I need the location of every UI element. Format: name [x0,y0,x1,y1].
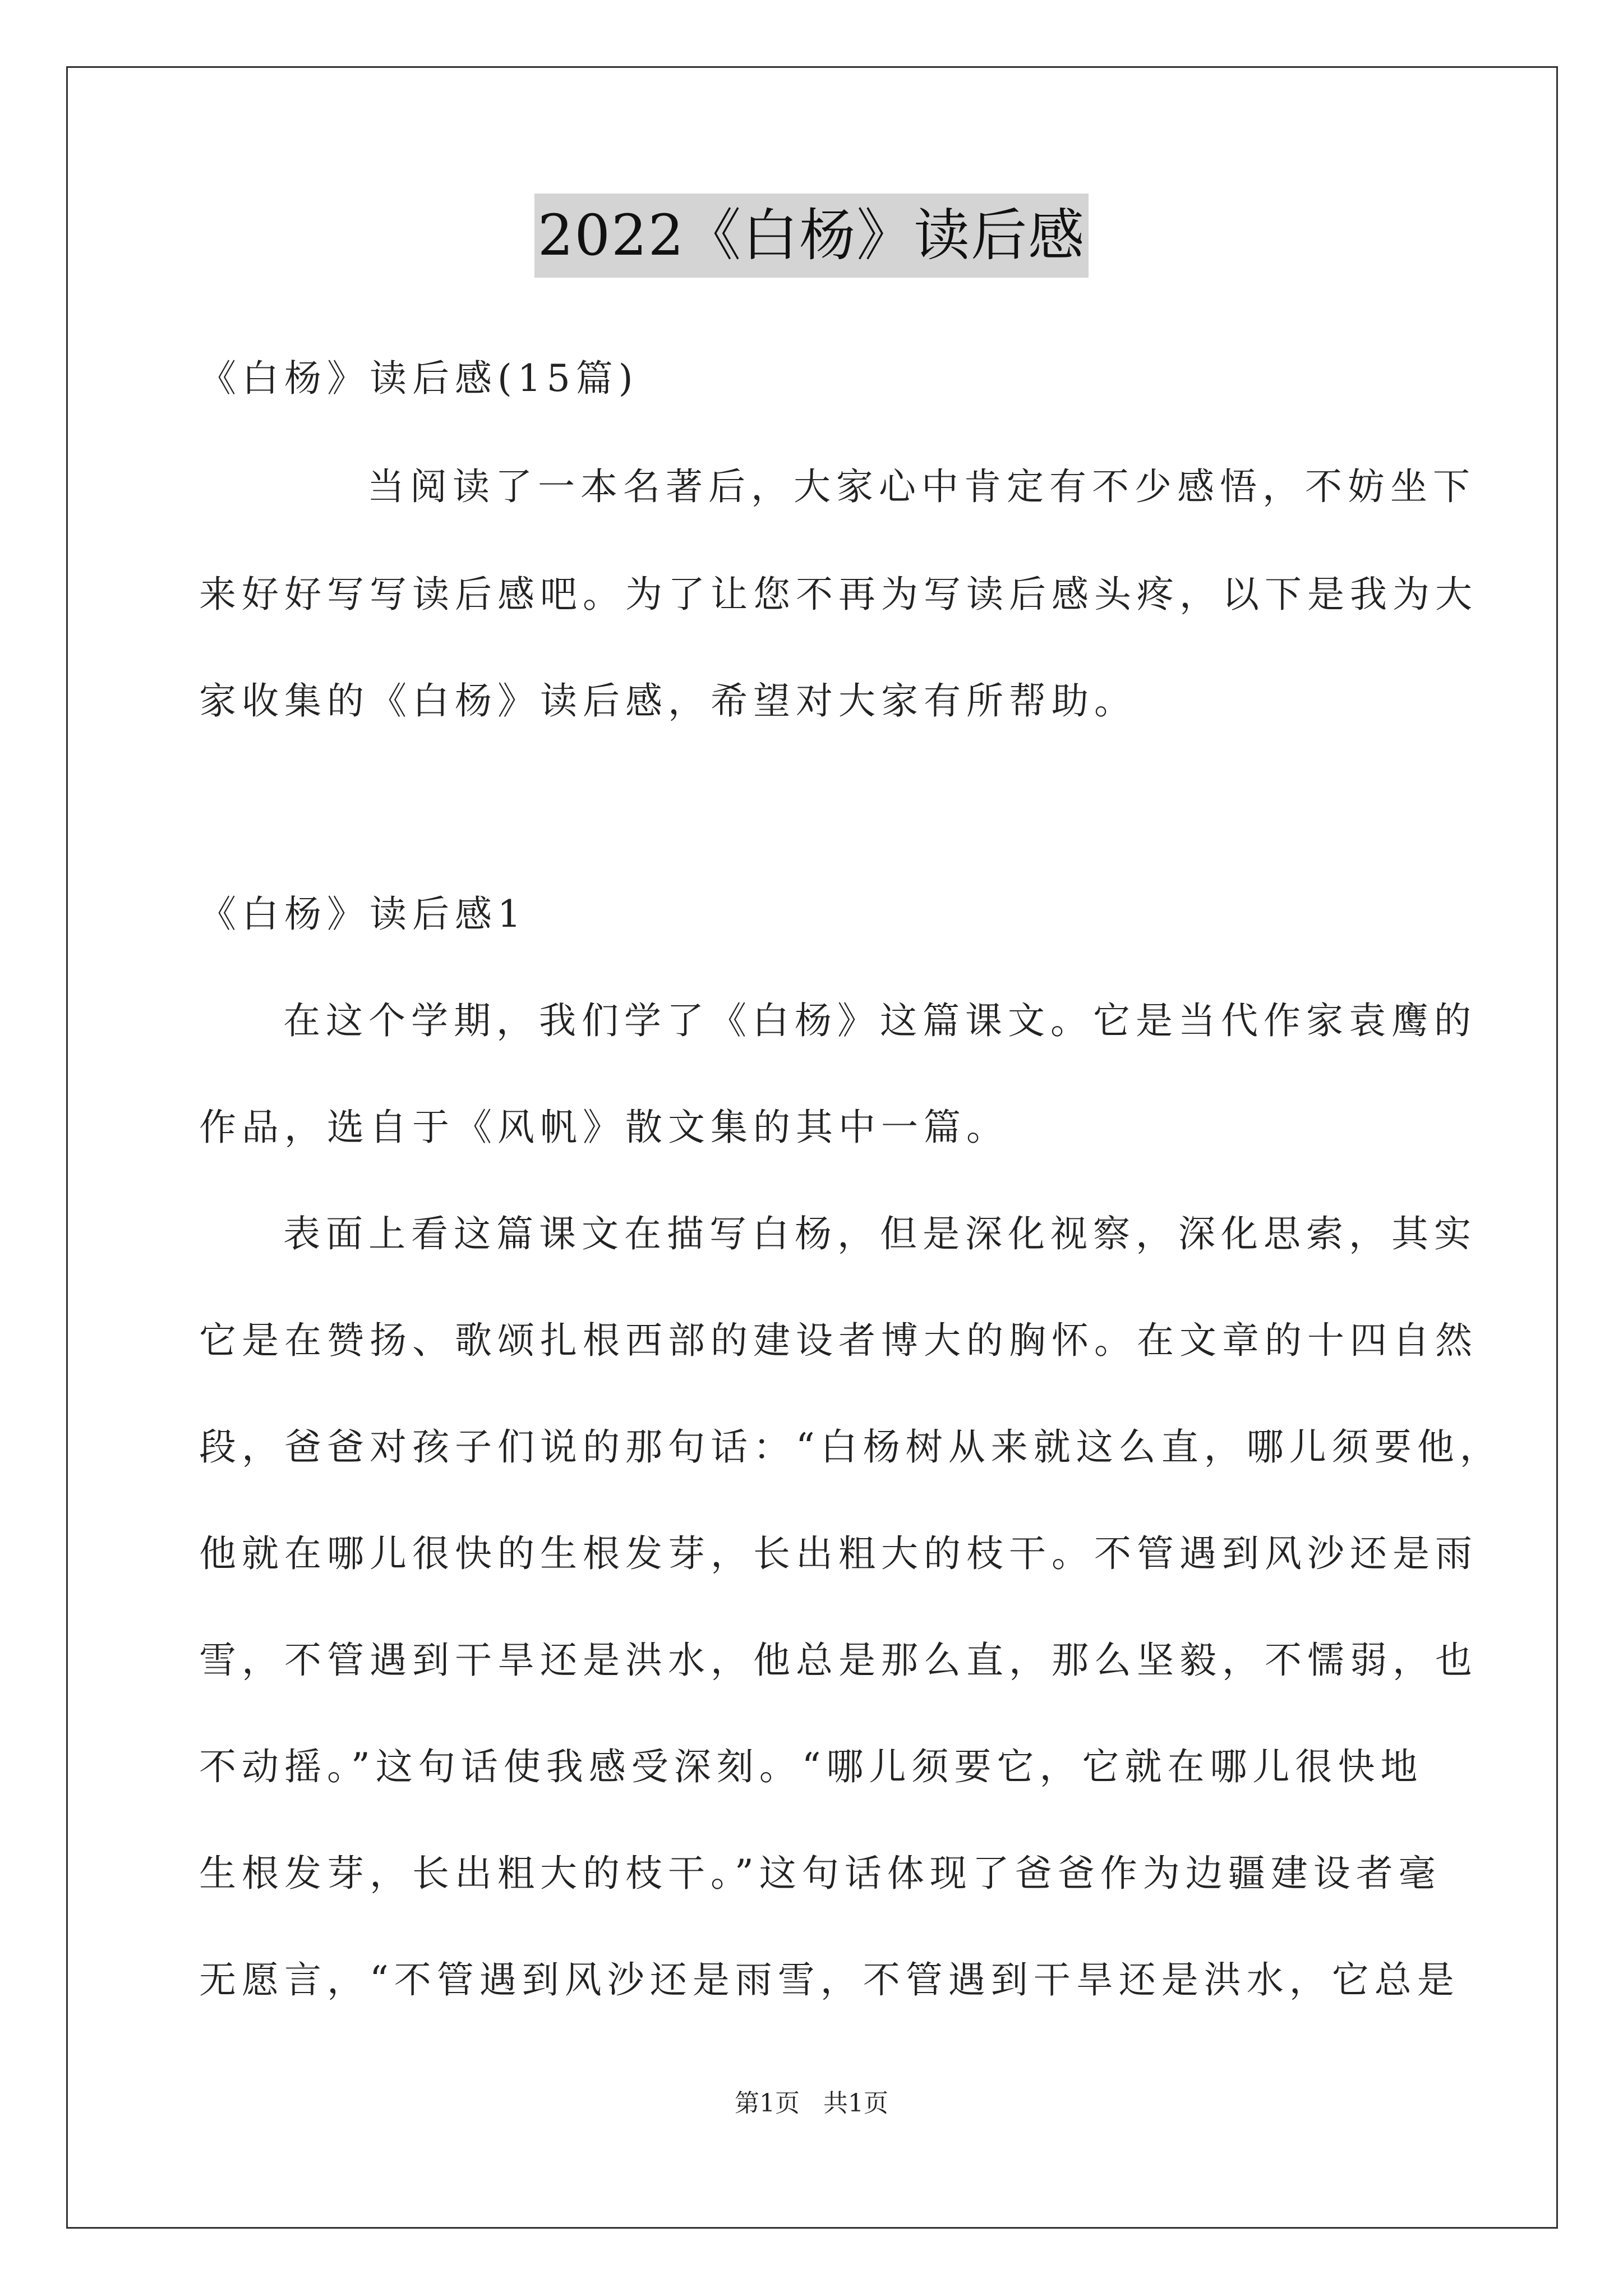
intro-line-2: 来好好写写读后感吧。为了让您不再为写读后感头疼，以下是我为大 [199,573,1478,616]
paragraph1-line-1: 在这个学期，我们学了《白杨》这篇课文。它是当代作家袁鹰的 [283,999,1477,1042]
paragraph2-line-6: 不动摇。”这句话使我感受深刻。“哪儿须要它，它就在哪儿很快地 [199,1745,1423,1788]
paragraph2-line-5: 雪，不管遇到干旱还是洪水，他总是那么直，那么坚毅，不懦弱，也 [199,1639,1478,1682]
title-container [0,194,1623,278]
paragraph2-line-2: 它是在赞扬、歌颂扎根西部的建设者博大的胸怀。在文章的十四自然 [199,1319,1478,1362]
page-total: 共1页 [823,2089,888,2118]
paragraph1-line-2: 作品，选自于《风帆》散文集的其中一篇。 [199,1106,1009,1149]
paragraph2-line-3: 段，爸爸对孩子们说的那句话：“白杨树从来就这么直，哪儿须要他， [199,1425,1502,1469]
paragraph2-line-1: 表面上看这篇课文在描写白杨，但是深化视察，深化思索，其实 [283,1212,1477,1255]
document-subtitle: 《白杨》读后感(15篇) [199,357,639,400]
section-heading: 《白杨》读后感1 [199,892,527,936]
paragraph2-line-7: 生根发芽，长出粗大的枝干。”这句话体现了爸爸作为边疆建设者毫 [199,1852,1441,1895]
paragraph2-line-8: 无愿言，“不管遇到风沙还是雨雪，不管遇到干旱还是洪水，它总是 [199,1958,1460,2001]
intro-line-3: 家收集的《白杨》读后感，希望对大家有所帮助。 [199,679,1137,723]
document-title: 2022《白杨》读后感 [534,194,1089,278]
intro-line-1: 当阅读了一本名著后，大家心中肯定有不少感悟，不妨坐下 [367,465,1476,508]
paragraph2-line-4: 他就在哪儿很快的生根发芽，长出粗大的枝干。不管遇到风沙还是雨 [199,1532,1478,1575]
page-footer [0,2087,1623,2120]
page-number: 第1页 [735,2089,800,2118]
